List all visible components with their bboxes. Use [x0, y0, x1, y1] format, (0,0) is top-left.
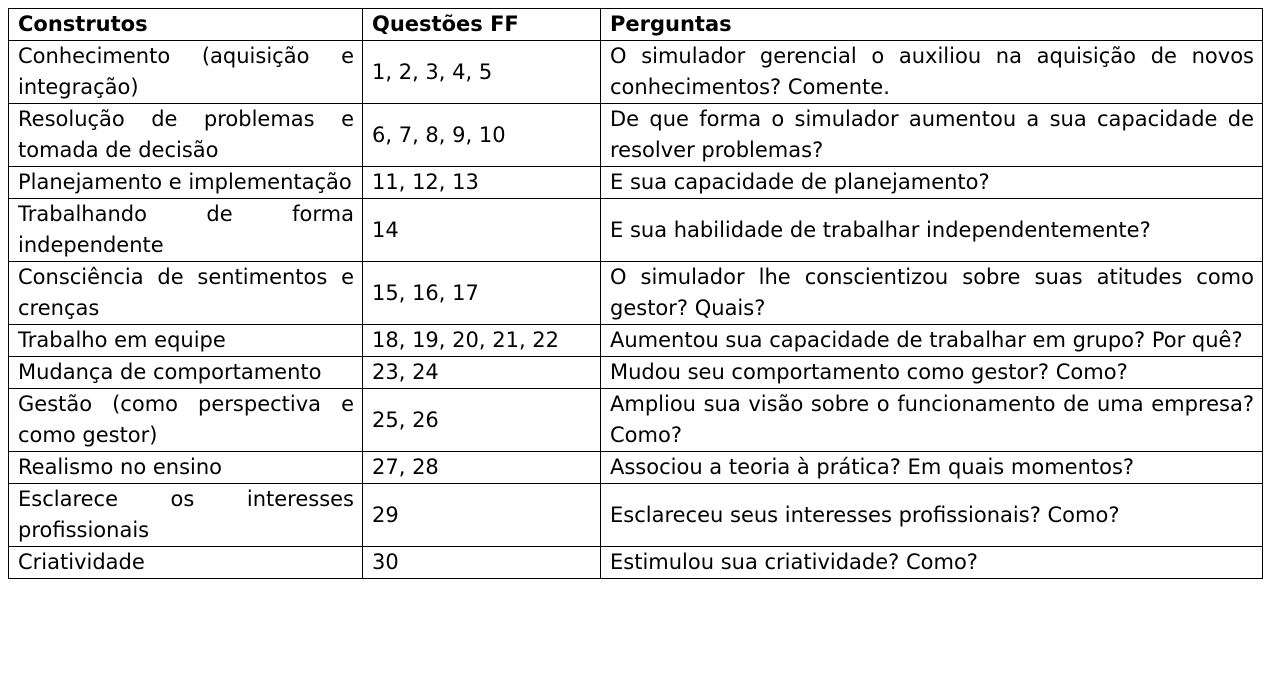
construto-cell: Trabalho em equipe: [9, 325, 363, 357]
table-row: [9, 167, 1263, 199]
questoes-cell: 23, 24: [363, 357, 601, 389]
table-body: [9, 41, 1263, 579]
questoes-cell: 15, 16, 17: [363, 262, 601, 325]
pergunta-cell: E sua capacidade de planejamento?: [601, 167, 1263, 199]
table-row: [9, 41, 1263, 104]
construto-cell: Trabalhando de forma independente: [9, 199, 363, 262]
construto-cell: Conhecimento (aquisição e integração): [9, 41, 363, 104]
table-row: [9, 547, 1263, 579]
questoes-cell: 14: [363, 199, 601, 262]
header-questoes: Questões FF: [363, 9, 601, 41]
table-row: [9, 389, 1263, 452]
header-perguntas: Perguntas: [601, 9, 1263, 41]
questoes-cell: 29: [363, 484, 601, 547]
pergunta-cell: E sua habilidade de trabalhar independentemente?: [601, 199, 1263, 262]
table-row: [9, 262, 1263, 325]
table-row: [9, 357, 1263, 389]
construto-cell: Mudança de comportamento: [9, 357, 363, 389]
table-row: [9, 104, 1263, 167]
construto-cell: Resolução de problemas e tomada de decisão: [9, 104, 363, 167]
pergunta-cell: De que forma o simulador aumentou a sua capacidade de resolver problemas?: [601, 104, 1263, 167]
pergunta-cell: O simulador gerencial o auxiliou na aquisição de novos conhecimentos? Comente.: [601, 41, 1263, 104]
pergunta-cell: Aumentou sua capacidade de trabalhar em grupo? Por quê?: [601, 325, 1263, 357]
construto-cell: Gestão (como perspectiva e como gestor): [9, 389, 363, 452]
table-row: [9, 484, 1263, 547]
questoes-cell: 30: [363, 547, 601, 579]
pergunta-cell: Ampliou sua visão sobre o funcionamento de uma empresa? Como?: [601, 389, 1263, 452]
pergunta-cell: Mudou seu comportamento como gestor? Como?: [601, 357, 1263, 389]
table-header: [9, 9, 1263, 41]
pergunta-cell: Associou a teoria à prática? Em quais momentos?: [601, 452, 1263, 484]
pergunta-cell: Esclareceu seus interesses profissionais? Como?: [601, 484, 1263, 547]
construto-cell: Criatividade: [9, 547, 363, 579]
questoes-cell: 18, 19, 20, 21, 22: [363, 325, 601, 357]
construto-cell: Realismo no ensino: [9, 452, 363, 484]
table-row: [9, 452, 1263, 484]
pergunta-cell: Estimulou sua criatividade? Como?: [601, 547, 1263, 579]
header-row: [9, 9, 1263, 41]
questoes-cell: 6, 7, 8, 9, 10: [363, 104, 601, 167]
pergunta-cell: O simulador lhe conscientizou sobre suas atitudes como gestor? Quais?: [601, 262, 1263, 325]
table-row: [9, 325, 1263, 357]
questoes-cell: 11, 12, 13: [363, 167, 601, 199]
construto-cell: Consciência de sentimentos e crenças: [9, 262, 363, 325]
header-construtos: Construtos: [9, 9, 363, 41]
table-row: [9, 199, 1263, 262]
questoes-cell: 27, 28: [363, 452, 601, 484]
questoes-cell: 1, 2, 3, 4, 5: [363, 41, 601, 104]
constructs-table: [8, 8, 1263, 579]
questoes-cell: 25, 26: [363, 389, 601, 452]
construto-cell: Planejamento e implementação: [9, 167, 363, 199]
construto-cell: Esclarece os interesses profissionais: [9, 484, 363, 547]
